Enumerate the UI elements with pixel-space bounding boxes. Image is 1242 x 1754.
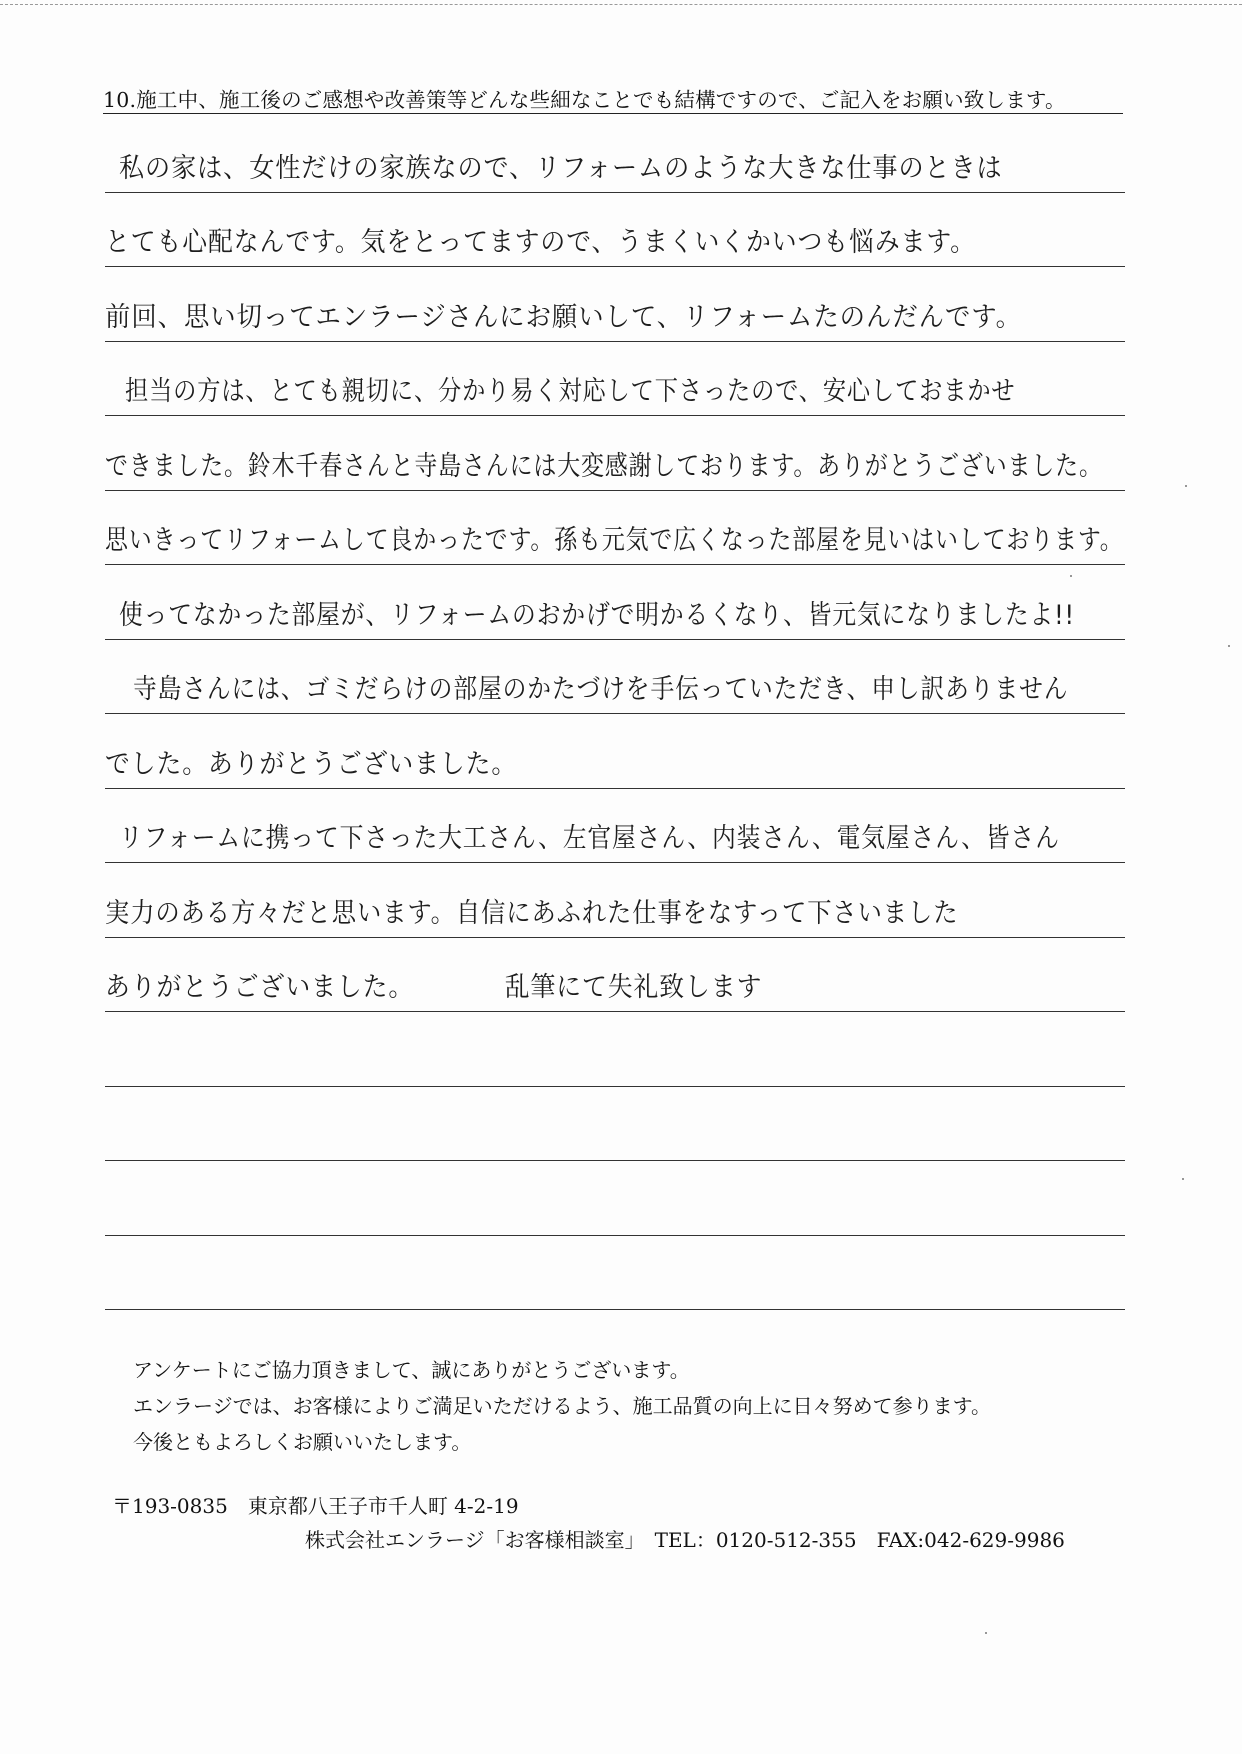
scan-speck xyxy=(1185,485,1187,487)
closing-line: エンラージでは、お客様によりご満足いただけるよう、施工品質の向上に日々努めて参ります。 xyxy=(133,1394,991,1418)
handwritten-text: 使ってなかった部屋が、リフォームのおかげで明かるくなり、皆元気になりましたよ!! xyxy=(119,599,1075,631)
handwritten-text: 寺島さんには、ゴミだらけの部屋のかたづけを手伝っていただき、申し訳ありません xyxy=(133,674,1069,705)
handwritten-text: 思いきってリフォームして良かったです。孫も元気で広くなった部屋を見いはいしております。 xyxy=(105,525,1124,556)
answer-line xyxy=(105,1087,1125,1162)
handwritten-text: できました。鈴木千春さんと寺島さんには大変感謝しております。ありがとうございました。 xyxy=(105,450,1103,482)
scan-speck xyxy=(1228,645,1230,647)
answer-line xyxy=(105,1012,1125,1087)
handwritten-text: 私の家は、女性だけの家族なので、リフォームのような大きな仕事のときは xyxy=(119,152,1003,184)
scan-speck xyxy=(1070,575,1072,577)
question-text: 10.施工中、施工後のご感想や改善策等どんな些細なことでも結構ですので、ご記入をお願い致します。 xyxy=(103,88,1066,112)
question-underline xyxy=(103,113,1123,114)
answer-line xyxy=(105,491,1125,566)
handwritten-text: でした。ありがとうございました。 xyxy=(105,748,518,780)
answer-line xyxy=(105,714,1125,789)
answer-line xyxy=(105,267,1125,342)
handwritten-text: とても心配なんです。気をとってますので、うまくいくかいつも悩みます。 xyxy=(105,227,976,258)
handwritten-text: 実力のある方々だと思います。自信にあふれた仕事をなすって下さいました xyxy=(105,897,959,929)
company-contact: 株式会社エンラージ「お客様相談室」 TEL：0120-512-355 FAX:042-629-9986 xyxy=(305,1528,1065,1552)
handwritten-text: 担当の方は、とても親切に、分かり易く対応して下さったので、安心しておまかせ xyxy=(125,376,1016,407)
handwritten-text: ありがとうございました。 乱筆にて失礼致します xyxy=(105,972,763,1003)
answer-line xyxy=(105,789,1125,864)
answer-line xyxy=(105,938,1125,1013)
scan-speck xyxy=(985,1632,987,1634)
answer-line xyxy=(105,1161,1125,1236)
closing-message xyxy=(133,1352,1133,1460)
top-edge-rule xyxy=(0,0,1242,5)
answer-line xyxy=(105,565,1125,640)
answer-line xyxy=(105,1236,1125,1311)
answer-line xyxy=(105,416,1125,491)
handwritten-text: リフォームに携って下さった大工さん、左官屋さん、内装さん、電気屋さん、皆さん xyxy=(119,823,1060,854)
answer-line xyxy=(105,863,1125,938)
scan-speck xyxy=(1182,1178,1184,1180)
closing-line: 今後ともよろしくお願いいたします。 xyxy=(133,1430,472,1454)
question-heading xyxy=(103,84,1123,116)
answer-line xyxy=(105,118,1125,193)
handwritten-text: 前回、思い切ってエンラージさんにお願いして、リフォームたのんだんです。 xyxy=(105,301,1022,333)
company-address: 〒193-0835 東京都八王子市千人町 4-2-19 xyxy=(112,1494,519,1518)
handwritten-answer-area xyxy=(105,118,1125,1310)
answer-line xyxy=(105,342,1125,417)
answer-line xyxy=(105,193,1125,268)
answer-line xyxy=(105,640,1125,715)
closing-line: アンケートにご協力頂きまして、誠にありがとうございます。 xyxy=(133,1358,690,1382)
